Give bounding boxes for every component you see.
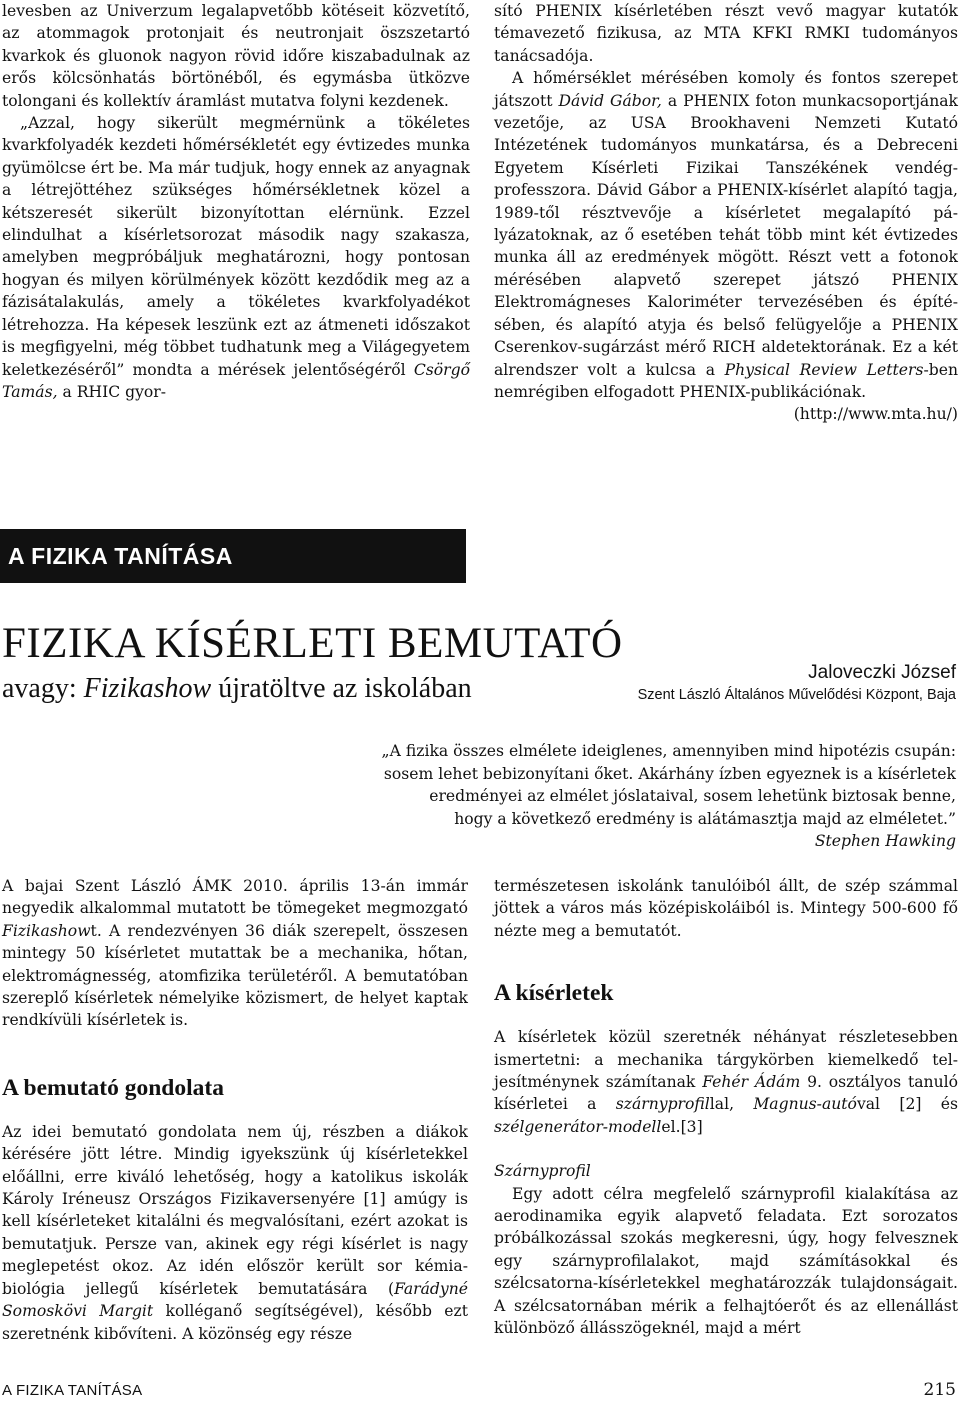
epigraph-quote: [256, 740, 956, 853]
article-title: FIZIKA KÍSÉRLETI BEMUTATÓ: [2, 620, 623, 667]
author-block: [638, 661, 956, 705]
paragraph: „Azzal, hogy sikerült megmérnünk a tökéletes kvarkfolyadék kezdeti hőmérsékletét egy évtizedes munka gyümölcse ért be. Ma már tudjuk, hogy ennek az anyagnak a létrejöttéhez szükséges hőmérsékletnek közel a kétszeresét sikerült bizonyítottan elérnünk. Ezzel elindulhat a kísérletsorozat második nagy szakasza, amelyben megpróbáljuk meghatározni, hogy pontosan hogyan és milyen körülmények között kezdődik meg az a fázisátalakulás, amely a tökéletes kvarkfolyadékot létrehozza. Ha képesek leszünk ezt az átmeneti időszakot is megfigyelni, még többet tudhatunk meg a Világegyetem keletkezéséről” mondta a mérések jelentőségéről Csörgő Tamás, a RHIC gyor-: [2, 114, 471, 401]
quote-line: „A fizika összes elmélete ideiglenes, amennyiben mind hipotézis csupán:: [381, 742, 956, 760]
quote-line: hogy a következő eredmény is alátámasztja majd az elméletet.”: [454, 809, 956, 828]
paragraph: Egy adott célra megfelelő szárnyprofil kialakítása az aerodinamika egyik alapvető feladata. Ezt sorozatos próbálkozással szokás megkeresni, úgy, hogy felvesznek egy szárnyprofilalakot, majd számításokkal és szélcsatorna-kísérletekkel meghatározzák tulajdonságait. A szélcsatornában mérik a felhajtóerőt és az ellenállást különböző állásszögeknél, majd a mért: [494, 1184, 958, 1338]
subsection-heading: Szárnyprofil: [494, 1162, 591, 1181]
footer-section-label: A FIZIKA TANÍTÁSA: [2, 1382, 143, 1399]
section-heading: A kísérletek: [494, 980, 614, 1007]
person-name: Dávid Gábor,: [558, 91, 662, 110]
quote-line: sosem lehet bebizonyítani őket. Akárhány ízben egyeznek is a kísérletek: [383, 764, 956, 783]
top-left-column: [2, 0, 470, 403]
person-name: Farádyné Somoskövi Margit: [2, 1279, 468, 1321]
quote-line: eredményei az elmélet jóslataival, sosem lehetünk biztosak benne,: [429, 787, 956, 806]
bottom-right-column: [494, 875, 958, 1340]
author-name: Jaloveczki József: [808, 662, 956, 683]
paragraph: levesben az Univerzum legalapvetőbb kötéseit közvetítő, az atommagok protonjait és neutronjait öszszetartó kvarkok és gluonok nagyon rövid időre kiszabadulnak az erős kölcsönhatás börtönéből, és egymásba ütközve tolongani és kollektív áramlást mutatva folyni kezdenek.: [2, 2, 470, 110]
quote-attribution: Stephen Hawking: [814, 832, 956, 851]
top-right-column: [494, 0, 958, 426]
source-url: (http://www.mta.hu/): [793, 405, 958, 424]
author-affiliation: Szent László Általános Művelődési Központ, Baja: [637, 687, 956, 703]
paragraph: Az idei bemutató gondolata nem új, részben a diákok kérésére jött létre. Mindig igyekszünk új kísérletekkel előállni, erre kiváló lehetőség, hogy a katolikus iskolák Károly Iréneusz Országos Fizikaversenyére [1] amúgy is kell kísérleteket kitalálni és megvalósítani, ezért azokat is bemutatjuk. Persze van, akinek egy régi kísérlet is nagy meglepetést okoz. Az idén először került sor kémia-biológia jellegű kísérletek bemutatására (Farádyné Somoskövi Margit kolléganő segítségével), később ezt szeretnénk kibővíteni. A közönség egy része: [2, 1122, 469, 1343]
intro-paragraph: A bajai Szent László ÁMK 2010. április 13-án immár negyedik alkalommal mutatott be tömegeket megmozgató Fizikashowt. A rendezvényen 36 diák szerepelt, összesen mintegy 50 kísérletet mutattak be a mechanika, hőtan, elektromágnesség, atomfizika területéről. A bemutatóban szereplő kísérletek némelyike közismert, de helyet kaptak rendkívüli kísérletek is.: [2, 877, 468, 1030]
person-name: Csörgő Tamás,: [2, 360, 470, 401]
article-subtitle: avagy: Fizikashow újratöltve az iskolában: [2, 673, 472, 704]
paragraph: A kísérletek közül szeretnék néhányat részletesebben ismertetni: a mechanika tárgykörben kiemelkedő teljesítménynek számítanak Fehér Ádám 9. osztályos tanuló kísérletei a szárnyprofillal, Magnus-autóval [2] és szélgenerátor-modellel.[3]: [494, 1028, 958, 1136]
journal-name: Physical Review Letters: [724, 360, 924, 379]
section-heading: A bemutató gondolata: [2, 1074, 224, 1101]
bottom-left-column: [2, 875, 468, 1345]
page-number: 215: [923, 1380, 956, 1400]
paragraph: sító PHENIX kísérletében részt vevő magyar kutatók témavezető fizikusa, az MTA KFKI RMKI tudományos tanácsadója.: [494, 2, 958, 65]
paragraph: A hőmérséklet mérésében komoly és fontos szerepet játszott Dávid Gábor, a PHENIX foton munkacsoportjának vezetője, az USA Brookhaveni Nemzeti Kutató Intézetének tudományos munkatársa, és a Debreceni Egyetem Kísérleti Fizikai Tanszékének vendégprofesszora. Dávid Gábor a PHENIX-kísérlet alapító tagja, 1989-től résztvevője a kísérletet megalapító pályázatoknak, az ő esetében tehát több mint két évtizedes munka áll az eredmények mögött. Részt vett a fotonok mérésében alapvető szerepet játszó PHENIX Elektromágneses Kaloriméter tervezésében és építésében, és alapító atyja és belső felügyelője a PHENIX Cserenkov-sugárzást mérő RICH aldetektorának. Ez a két alrendszer volt a kulcsa a Physical Review Letters-ben nemrégiben elfogadott PHENIX-publikációnak.: [494, 69, 958, 401]
section-banner: A FIZIKA TANÍTÁSA: [0, 529, 466, 583]
person-name: Fehér Ádám: [702, 1073, 801, 1092]
paragraph: természetesen iskolánk tanulóiból állt, de szép számmal jöttek a város más középiskoláiból is. Mintegy 500-600 fő nézte meg a bemutatót.: [494, 877, 958, 940]
